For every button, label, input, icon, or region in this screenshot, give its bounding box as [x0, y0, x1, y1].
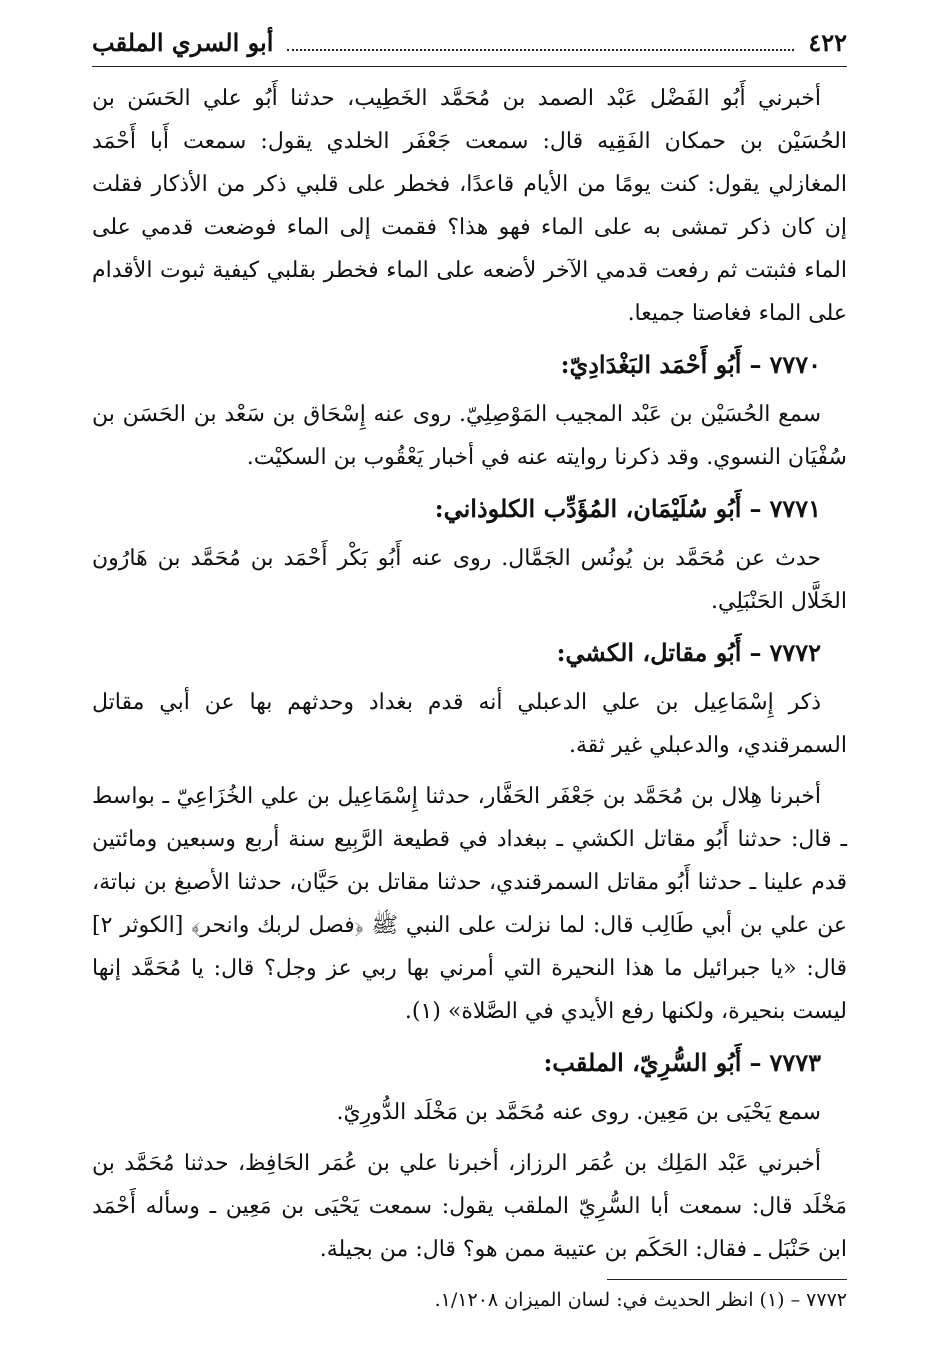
entry-heading — [92, 487, 847, 531]
entry-number: ٧٧٧٣ — [769, 1048, 821, 1077]
entry-number: ٧٧٧١ — [769, 494, 821, 523]
running-title: أبو السري الملقب — [92, 28, 274, 57]
entry-title: أَبُو السُّرِيّ، الملقب: — [543, 1048, 742, 1077]
page-number: ٤٢٢ — [808, 28, 847, 57]
entry-title: أَبُو مقاتل، الكشي: — [556, 638, 742, 667]
entry-paragraph: أخبرنا هِلال بن مُحَمَّد بن جَعْفَر الحَفَّار، حدثنا إِسْمَاعِيل بن علي الخُزَاعِيّ ـ بواسط ـ قال: حدثنا أَبُو مقاتل الكشي ـ ببغداد في قطيعة الرَّبِيع سنة أربع وسبعين ومائتين قدم علينا ـ حدثنا أَبُو مقاتل السمرقندي، حدثنا مقاتل بن حَيَّان، حدثنا الأصبغ بن نباتة، عن علي بن أبي طَالِب قال: لما نزلت على النبي ﷺ ﴿فصل لربك وانحر﴾ [الكوثر ٢] قال: «يا جبرائيل ما هذا النحيرة التي أمرني بها ربي عز وجل؟ قال: يا مُحَمَّد إنها ليست بنحيرة، ولكنها رفع الأيدي في الصَّلاة» (١). — [92, 784, 847, 1024]
entry-dash: – — [749, 1048, 762, 1077]
entry-title: أَبُو أَحْمَد البَغْدَادِيّ: — [560, 350, 742, 379]
entry-heading — [92, 1041, 847, 1085]
entry-paragraph: سمع يَحْيَى بن مَعِين. روى عنه مُحَمَّد بن مَخْلَد الدُّورِيّ. — [336, 1100, 821, 1125]
header-dot-leader — [287, 48, 794, 51]
entry-dash: – — [749, 350, 762, 379]
entry-heading — [92, 631, 847, 675]
footnote: ٧٧٧٢ – (١) انظر الحديث في: لسان الميزان ١/١٢٠٨. — [434, 1289, 847, 1311]
entry-dash: – — [749, 638, 762, 667]
entry-heading — [92, 343, 847, 387]
footnote-divider — [607, 1279, 847, 1280]
entry-paragraph: حدث عن مُحَمَّد بن يُونُس الجَمَّال. روى عنه أَبُو بَكْر أَحْمَد بن مُحَمَّد بن هَارُون الخَلَّال الحَنْبَلِي. — [92, 546, 847, 614]
entry-paragraph: أخبرني عَبْد المَلِك بن عُمَر الرزاز، أخبرنا علي بن عُمَر الحَافِظ، حدثنا مُحَمَّد بن مَخْلَد قال: سمعت أبا السُّرِيّ الملقب يقول: سمعت يَحْيَى بن مَعِين ـ وسأله أَحْمَد ابن حَنْبَل ـ فقال: الحَكَم بن عتيبة ممن هو؟ قال: من بجيلة. — [92, 1151, 847, 1262]
entry-paragraph: ذكر إِسْمَاعِيل بن علي الدعبلي أنه قدم بغداد وحدثهم بها عن أبي مقاتل السمرقندي، والدعبلي غير ثقة. — [92, 690, 847, 758]
entry-dash: – — [749, 494, 762, 523]
entry-number: ٧٧٧٢ — [769, 638, 821, 667]
entry-paragraph: سمع الحُسَيْن بن عَبْد المجيب المَوْصِلِيّ. روى عنه إِسْحَاق بن سَعْد بن الحَسَن بن سُفْيَان النسوي. وقد ذكرنا روايته عنه في أخبار يَعْقُوب بن السكيْت. — [92, 402, 847, 470]
page-header — [92, 28, 847, 67]
opening-paragraph: أخبرني أَبُو الفَضْل عَبْد الصمد بن مُحَمَّد الخَطِيب، حدثنا أَبُو علي الحَسَن بن الحُسَيْن بن حمكان الفَقِيه قال: سمعت جَعْفَر الخلدي يقول: سمعت أَبا أَحْمَد المغازلي يقول: كنت يومًا من الأيام قاعدًا، فخطر على قلبي ذكر من الأذكار فقلت إن كان ذكر تمشى به على الماء فهو هذا؟ فقمت إلى الماء فوضعت قدمي على الماء فثبتت ثم رفعت قدمي الآخر لأضعه على الماء فخطر بقلبي كيفية ثبوت الأقدام على الماء فغاصتا جميعا. — [92, 86, 847, 326]
entry-number: ٧٧٧٠ — [769, 350, 821, 379]
entry-title: أَبُو سُلَيْمَان، المُؤَدِّب الكلوذاني: — [434, 494, 742, 523]
